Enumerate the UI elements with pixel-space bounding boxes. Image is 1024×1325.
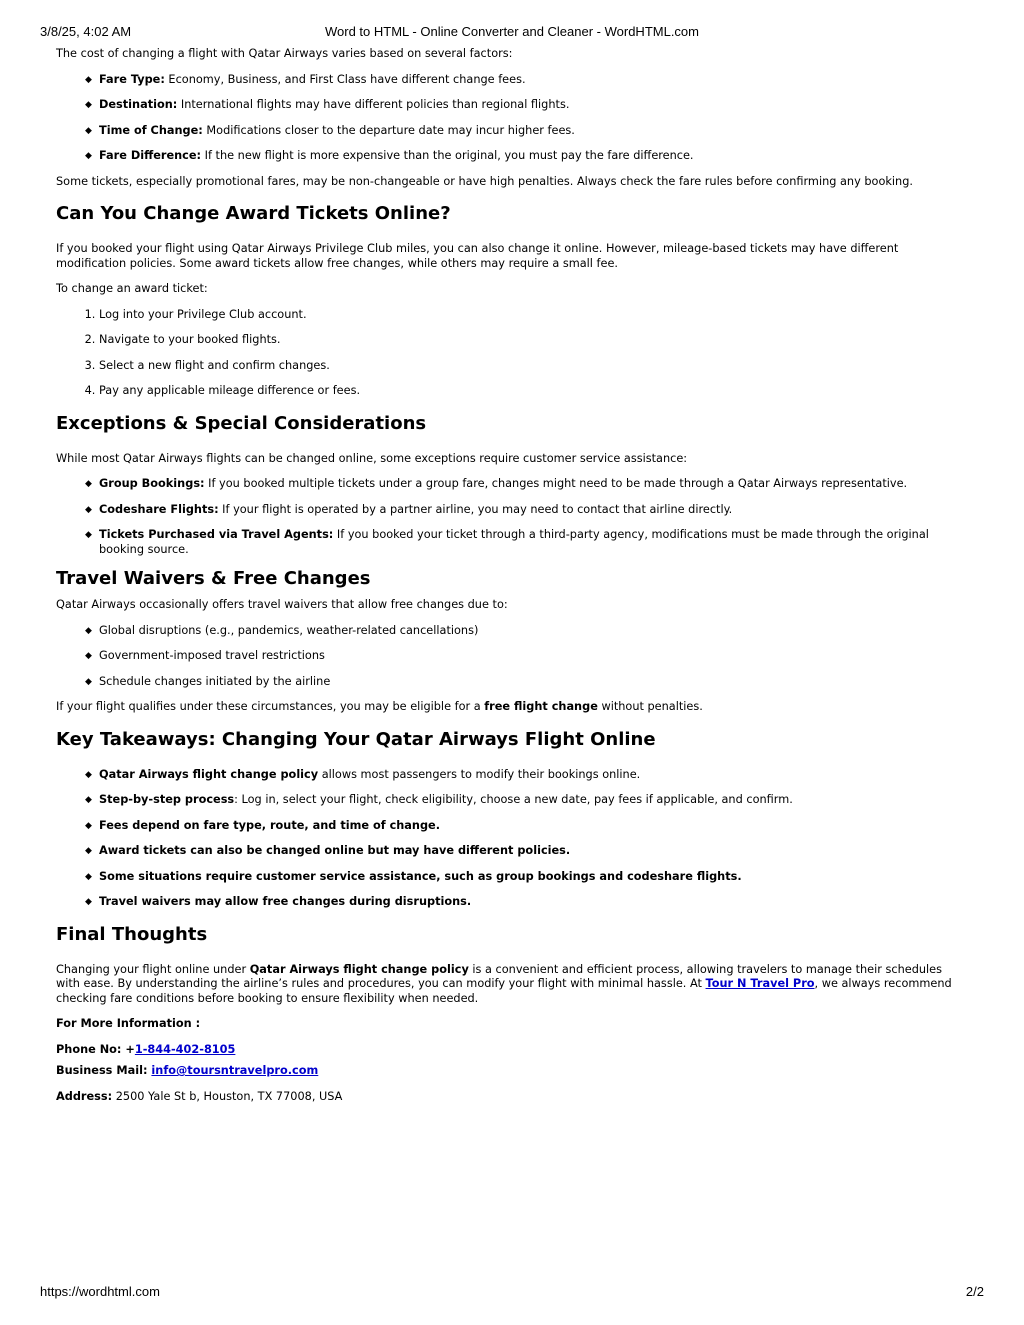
list-item: ◆ Codeshare Flights: If your flight is operated by a partner airline, you may need to contact that airline directly. (85, 502, 733, 516)
bullet-icon: ◆ (85, 897, 92, 907)
bullet-icon: ◆ (85, 479, 92, 489)
print-url: https://wordhtml.com (40, 1284, 160, 1299)
list-item: ◆ Travel waivers may allow free changes during disruptions. (85, 895, 472, 908)
takeaways-heading: Key Takeaways: Changing Your Qatar Airways Flight Online (56, 728, 656, 750)
list-item: ◆ Award tickets can also be changed online but may have different policies. (85, 844, 571, 857)
bullet-icon: ◆ (85, 125, 92, 136)
list-item: ◆ Time of Change: Modifications closer to the departure date may incur higher fees. (85, 123, 575, 137)
award-steps-list (56, 308, 966, 399)
waivers-list (56, 624, 966, 690)
final-paragraph: Changing your flight online under Qatar Airways flight change policy is a convenient and efficient process, allowing travelers to manage their schedules with ease. By understanding the airline’s rules and procedures, you can modify your flight with minimal hassle. At Tour N Travel Pro, we always recommend checking fare conditions before booking to ensure flexibility when needed. (56, 962, 952, 1005)
list-item: ◆ Qatar Airways flight change policy allows most passengers to modify their bookings online. (85, 767, 641, 781)
list-item: ◆ Step-by-step process: Log in, select your flight, check eligibility, choose a new date, pay fees if applicable, and confirm. (85, 793, 793, 806)
list-item: ◆ Government-imposed travel restrictions (85, 649, 325, 662)
bullet-icon: ◆ (85, 530, 92, 540)
list-item: ◆ Fare Type: Economy, Business, and First Class have different change fees. (85, 72, 526, 86)
list-item: ◆ Fees depend on fare type, route, and time of change. (85, 818, 441, 832)
print-header (40, 24, 984, 42)
list-item: ◆ Fare Difference: If the new flight is more expensive than the original, you must pay the fare difference. (85, 149, 694, 162)
more-info-label: For More Information : (56, 1017, 201, 1030)
list-item: 3. Select a new flight and confirm changes. (99, 359, 966, 374)
exceptions-list (56, 477, 966, 557)
list-item: 1. Log into your Privilege Club account. (99, 308, 966, 323)
waivers-heading: Travel Waivers & Free Changes (56, 568, 371, 589)
list-item: ◆ Some situations require customer service assistance, such as group bookings and codeshare flights. (85, 869, 742, 883)
list-item: ◆ Tickets Purchased via Travel Agents: If you booked your ticket through a third-party agency, modifications must be made through the original booking source. (85, 528, 929, 556)
intro-paragraph: The cost of changing a flight with Qatar Airways varies based on several factors: (56, 47, 513, 60)
bullet-icon: ◆ (85, 676, 92, 687)
print-footer (40, 1284, 984, 1302)
print-datetime: 3/8/25, 4:02 AM (40, 24, 132, 39)
award-steps-intro: To change an award ticket: (56, 282, 208, 295)
award-heading: Can You Change Award Tickets Online? (56, 203, 451, 224)
award-paragraph: If you booked your flight using Qatar Airways Privilege Club miles, you can also change it online. However, mileage-based tickets may have different modification policies. Some award tickets allow free changes, while others may require a small fee. (56, 242, 899, 270)
bullet-icon: ◆ (85, 625, 92, 636)
bullet-icon: ◆ (85, 74, 92, 85)
list-item: ◆ Schedule changes initiated by the airline (85, 674, 331, 688)
waivers-outro: If your flight qualifies under these circumstances, you may be eligible for a free flight change without penalties. (56, 700, 703, 713)
email-link[interactable]: info@toursntravelpro.com (151, 1064, 319, 1077)
print-page-title: Word to HTML - Online Converter and Cleaner - WordHTML.com (325, 24, 699, 39)
bullet-icon: ◆ (85, 151, 92, 161)
bullet-icon: ◆ (85, 871, 92, 882)
phone-link[interactable]: 1-844-402-8105 (134, 1042, 236, 1056)
bullet-icon: ◆ (85, 504, 92, 515)
list-item: ◆ Global disruptions (e.g., pandemics, weather-related cancellations) (85, 623, 479, 637)
bullet-icon: ◆ (85, 820, 92, 831)
list-item: ◆ Destination: International flights may have different policies than regional flights. (85, 98, 570, 111)
bullet-icon: ◆ (85, 769, 92, 780)
takeaways-list (56, 768, 966, 910)
bullet-icon: ◆ (85, 100, 92, 110)
document-body (56, 47, 966, 1115)
address-line: Address: 2500 Yale St b, Houston, TX 77008, USA (56, 1089, 343, 1103)
tour-n-travel-pro-link[interactable]: Tour N Travel Pro (705, 977, 815, 990)
list-item: 4. Pay any applicable mileage difference or fees. (99, 384, 966, 399)
fare-factors-list (56, 73, 966, 164)
bullet-icon: ◆ (85, 651, 92, 661)
list-item: 2. Navigate to your booked flights. (99, 333, 966, 348)
page-number: 2/2 (965, 1284, 984, 1299)
waivers-intro: Qatar Airways occasionally offers travel waivers that allow free changes due to: (56, 598, 508, 611)
mail-line: Business Mail: info@toursntravelpro.com (56, 1064, 319, 1077)
bullet-icon: ◆ (85, 846, 92, 856)
list-item: ◆ Group Bookings: If you booked multiple tickets under a group fare, changes might need to be made through a Qatar Airways representative. (85, 477, 908, 490)
exceptions-intro: While most Qatar Airways flights can be changed online, some exceptions require customer service assistance: (56, 451, 688, 465)
exceptions-heading: Exceptions & Special Considerations (56, 412, 427, 434)
fare-rules-note: Some tickets, especially promotional fares, may be non-changeable or have high penalties. Always check the fare rules before confirming any booking. (56, 174, 913, 188)
final-heading: Final Thoughts (56, 923, 208, 945)
bullet-icon: ◆ (85, 795, 92, 805)
phone-line: Phone No: +1-844-402-8105 (56, 1042, 236, 1056)
